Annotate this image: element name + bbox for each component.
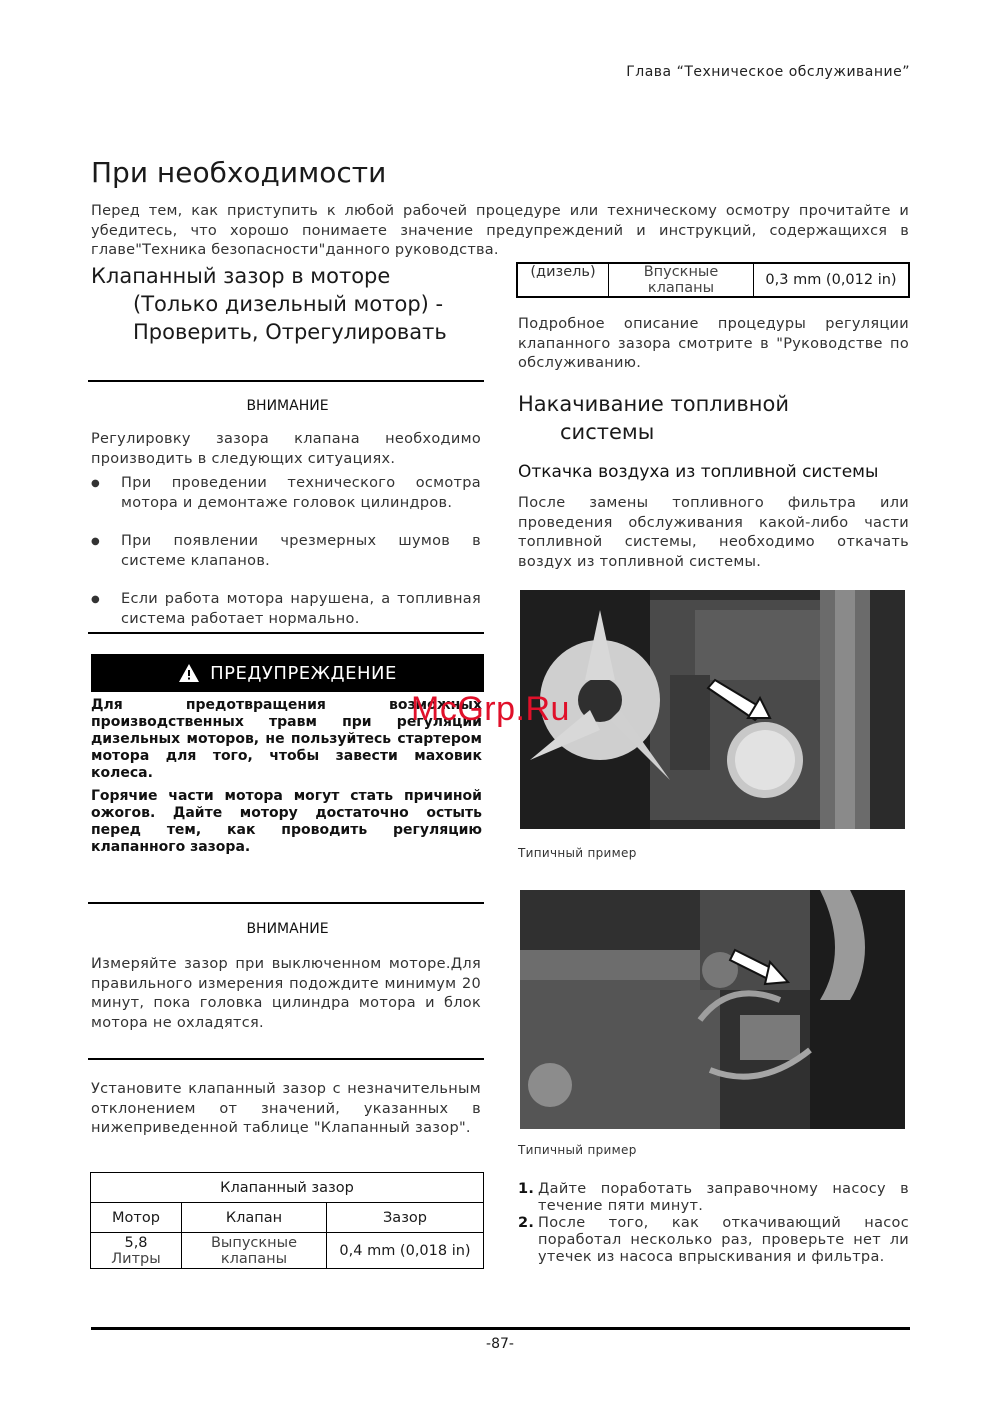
photo1-caption: Типичный пример <box>518 846 637 860</box>
intake-valve-line1: Впускные <box>643 264 719 280</box>
caution2-bottom-rule <box>88 1058 484 1060</box>
step-2-number: 2. <box>518 1215 535 1231</box>
table-header-engine: Мотор <box>91 1203 182 1233</box>
warning-paragraph-1: Для предотвращения возможных производственных травм при регуляции дизельных моторов, не пользуйтесь стартером мотора для того, чтобы завести маховик колеса. <box>91 697 482 781</box>
photo2-caption: Типичный пример <box>518 1143 637 1157</box>
caution1-bullet-1: ● При проведении технического осмотра мотора и демонтаже головок цилиндров. <box>91 474 481 513</box>
warning-banner <box>91 654 484 692</box>
intake-valve-line2: клапаны <box>647 280 715 296</box>
engine-photo-2-image <box>520 890 905 1129</box>
caution2-title: ВНИМАНИЕ <box>246 921 329 937</box>
caution1-title: ВНИМАНИЕ <box>246 398 329 414</box>
step-1-number: 1. <box>518 1181 535 1197</box>
table-cell-engine <box>91 1233 182 1269</box>
caution1-text: Регулировку зазора клапана необходимо производить в следующих ситуациях. <box>91 431 481 467</box>
valve-heading-line3: Проверить, Отрегулировать <box>133 320 447 344</box>
valve-clearance-table-continued <box>516 262 910 298</box>
page-number: -87- <box>486 1336 514 1352</box>
warning-paragraph-2: Горячие части мотора могут стать причиной ожогов. Дайте мотору достаточно остыть перед тем, как проводить регуляцию клапанного зазора. <box>91 788 482 855</box>
engine-photo-1 <box>520 590 905 829</box>
chapter-header: Глава “Техническое обслуживание” <box>626 64 910 80</box>
valve-clearance-table <box>90 1172 484 1269</box>
install-text: Установите клапанный зазор с незначительным отклонением от значений, указанных в нижеприведенной таблице "Клапанный зазор". <box>91 1081 481 1136</box>
table-header-gap: Зазор <box>327 1203 484 1233</box>
caution2-text: Измеряйте зазор при выключенном моторе.Для правильного измерения подождите минимум 20 минут, пока головка цилиндра мотора и блок мотора не охладятся. <box>91 956 481 1031</box>
bleed-steps-list <box>518 1181 909 1266</box>
page-title: При необходимости <box>91 156 387 189</box>
caution1-bottom-rule <box>88 632 484 634</box>
step-2-text: После того, как откачивающий насос поработал несколько раз, проверьте нет ли утечек из насоса впрыскивания и фильтра. <box>538 1215 909 1265</box>
service-note: Подробное описание процедуры регуляции клапанного зазора смотрите в "Руководстве по обслуживанию. <box>518 316 909 371</box>
caution1-bullet-2: ● При появлении чрезмерных шумов в системе клапанов. <box>91 532 481 571</box>
engine-volume: 5,8 <box>124 1234 148 1251</box>
valve-heading-line2: (Только дизельный мотор) - <box>133 292 444 316</box>
engine-unit: Литры <box>111 1250 161 1267</box>
engine-photo-1-image <box>520 590 905 829</box>
caution1-top-rule <box>88 380 484 382</box>
table-cell-gap: 0,4 mm (0,018 in) <box>327 1233 484 1269</box>
warning-triangle-icon <box>178 663 200 683</box>
engine-photo-2 <box>520 890 905 1129</box>
table2-cell-valve <box>609 263 754 297</box>
fuel-heading-line2: системы <box>560 420 655 444</box>
valve-type-line2: клапаны <box>220 1250 288 1267</box>
step-2 <box>518 1215 909 1266</box>
table-header-valve: Клапан <box>182 1203 327 1233</box>
intro-paragraph: Перед тем, как приступить к любой рабочей процедуре или техническому осмотру прочитайте и убедитесь, что хорошо понимаете значение предупреждений и инструкций, содержащихся в главе"Техника безопасности"данного руководства. <box>91 203 909 258</box>
watermark: McGrp.Ru <box>411 690 570 728</box>
footer-rule <box>91 1327 910 1330</box>
step-1-text: Дайте поработать заправочному насосу в течение пяти минут. <box>538 1181 909 1214</box>
caution1-bullet-list <box>91 474 481 648</box>
caution1-bullet-3: ● Если работа мотора нарушена, а топливная система работает нормально. <box>91 590 481 629</box>
warning-title: ПРЕДУПРЕЖДЕНИЕ <box>210 662 397 684</box>
table2-cell-engine: (дизель) <box>517 263 609 297</box>
step-1 <box>518 1181 909 1215</box>
table2-cell-gap: 0,3 mm (0,012 in) <box>754 263 910 297</box>
valve-type-line1: Выпускные <box>210 1234 298 1251</box>
bleed-subheading: Откачка воздуха из топливной системы <box>518 462 879 482</box>
table-cell-valve <box>182 1233 327 1269</box>
caution2-top-rule <box>88 902 484 904</box>
valve-heading-line1: Клапанный зазор в моторе <box>91 264 391 288</box>
bleed-text: После замены топливного фильтра или проведения обслуживания какой-либо части топливной системы, необходимо откачать воздух из топливной системы. <box>518 495 909 570</box>
fuel-heading-line1: Накачивание топливной <box>518 392 789 416</box>
table-title: Клапанный зазор <box>91 1173 484 1203</box>
